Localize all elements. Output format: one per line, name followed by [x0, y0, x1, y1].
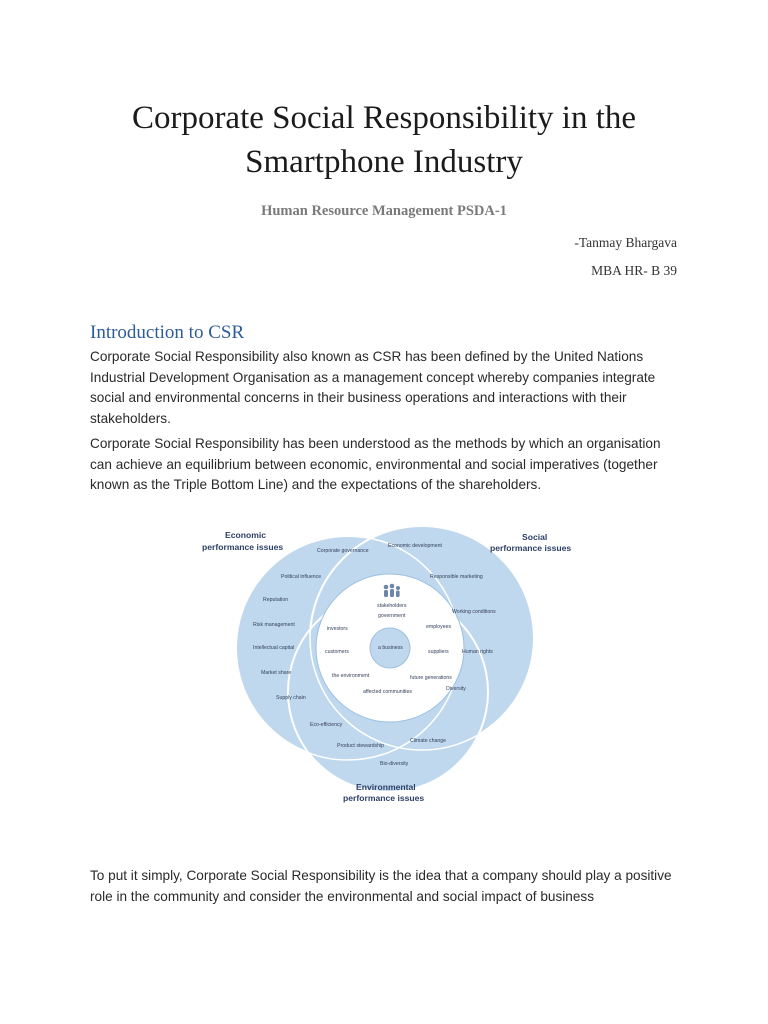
stakeholder-item: government: [378, 613, 406, 619]
paragraph-1: Corporate Social Responsibility also known as CSR has been defined by the United Nations Industrial Development Organisation as a management concept whereby companies integrate social and environmental concerns in their business operations and interactions with their stakeholders.: [90, 349, 656, 426]
author-name: -Tanmay Bhargava: [574, 235, 677, 250]
environmental-item: Product stewardship: [337, 743, 384, 749]
economic-item: Supply chain: [276, 695, 306, 701]
stakeholder-item: investors: [327, 626, 348, 632]
document-title: [0, 96, 768, 184]
social-label-1: Social: [522, 532, 548, 542]
stakeholder-item: customers: [325, 649, 349, 655]
title-line-1: Corporate Social Responsibility in the: [131, 100, 637, 136]
stakeholder-label: stakeholders: [377, 603, 407, 609]
environmental-label-2: performance issues: [343, 793, 425, 803]
economic-label-2: performance issues: [202, 542, 284, 552]
title-line-2: Smartphone Industry: [245, 144, 523, 180]
section-heading: Introduction to CSR: [90, 322, 245, 343]
social-item: Diversity: [446, 686, 466, 692]
social-item: Economic development: [388, 543, 442, 549]
economic-item: Market share: [261, 670, 292, 676]
social-item: Working conditions: [452, 609, 496, 615]
stakeholder-item: the environment: [332, 673, 370, 679]
economic-item: Eco-efficiency: [310, 722, 343, 728]
csr-venn-diagram: [190, 520, 590, 810]
environmental-item: Bio-diversity: [380, 761, 409, 767]
stakeholder-item: future generations: [410, 675, 452, 681]
stakeholder-item: affected communities: [363, 689, 412, 695]
business-label: a business: [378, 645, 403, 651]
economic-item: Intellectual capital: [253, 645, 295, 651]
economic-item: Reputation: [263, 597, 289, 603]
document-subtitle: Human Resource Management PSDA-1: [261, 203, 507, 219]
paragraph-3: To put it simply, Corporate Social Responsibility is the idea that a company should play a positive role in the community and consider the environmental and social impact of business: [90, 868, 672, 904]
economic-item: Corporate governance: [317, 548, 369, 554]
social-item: Human rights: [462, 649, 493, 655]
paragraph-2: Corporate Social Responsibility has been understood as the methods by which an organisation can achieve an equilibrium between economic, environmental and social imperatives (together known as the Triple Bottom Line) and the expectations of the shareholders.: [90, 436, 661, 492]
social-item: Responsible marketing: [430, 574, 483, 580]
stakeholder-item: suppliers: [428, 649, 449, 655]
environmental-item: Climate change: [410, 738, 447, 744]
social-label-2: performance issues: [490, 543, 572, 553]
economic-item: Political influence: [281, 574, 322, 580]
environmental-label-1: Environmental: [356, 782, 416, 792]
venn-svg: [190, 520, 590, 810]
economic-label-1: Economic: [225, 530, 267, 540]
course-info: MBA HR- B 39: [591, 263, 677, 278]
economic-item: Risk management: [253, 622, 295, 628]
stakeholder-item: employees: [426, 624, 452, 630]
